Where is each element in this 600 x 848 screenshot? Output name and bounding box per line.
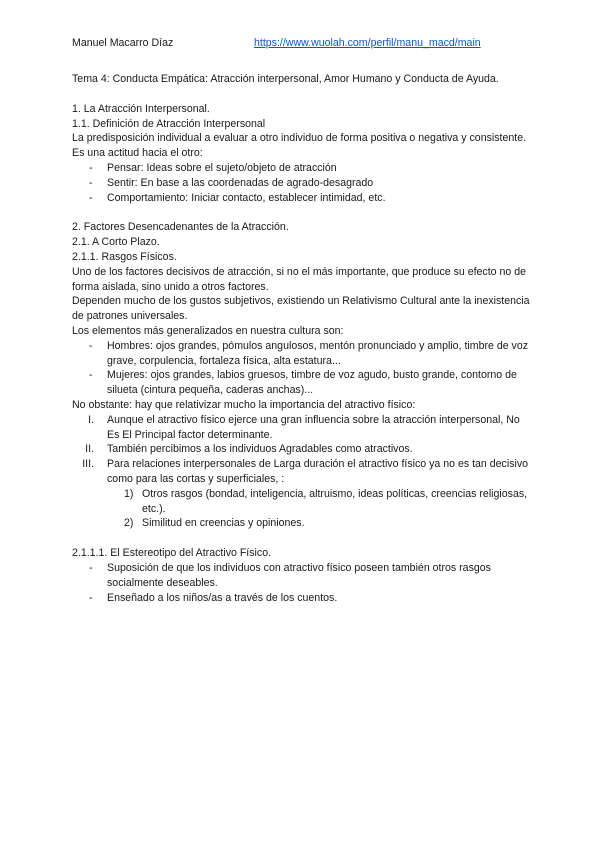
- roman-list-item: [72, 442, 532, 457]
- definition-paragraph: La predisposición individual a evaluar a otro individuo de forma positiva o negativa y consistente.: [72, 132, 527, 145]
- list-dash: -: [89, 369, 93, 382]
- section-2-1-1-1-heading: 2.1.1.1. El Estereotipo del Atractivo Físico.: [72, 547, 272, 560]
- list-item-text: Hombres: ojos grandes, pómulos angulosos, mentón pronunciado y amplio, timbre de voz grave, corpulencia, fortaleza física, alta estatura...: [107, 339, 529, 367]
- document-body: [72, 72, 532, 605]
- list-item-text: Comportamiento: Iniciar contacto, establecer intimidad, etc.: [107, 191, 386, 204]
- list-item: [72, 591, 532, 606]
- list-item: [72, 191, 532, 206]
- section-1-heading: 1. La Atracción Interpersonal.: [72, 102, 210, 115]
- roman-list-item: [72, 413, 532, 443]
- list-item-text: Aunque el atractivo físico ejerce una gran influencia sobre la atracción interpersonal, No Es El Principal factor determinante.: [107, 413, 520, 441]
- number-marker: 2): [124, 517, 134, 530]
- number-marker: 1): [124, 487, 134, 500]
- paragraph: Dependen mucho de los gustos subjetivos, existiendo un Relativismo Cultural ante la inexistencia de patrones universales.: [72, 295, 530, 323]
- list-dash: -: [89, 561, 93, 574]
- page-header: [72, 36, 532, 51]
- roman-list-item: [72, 457, 532, 487]
- attitude-paragraph: Es una actitud hacia el otro:: [72, 147, 203, 160]
- list-item-text: Suposición de que los individuos con atractivo físico poseen también otros rasgos socialmente deseables.: [107, 561, 491, 589]
- list-item-text: Para relaciones interpersonales de Larga duración el atractivo físico ya no es tan decisivo como para las cortas y superficiales, :: [107, 458, 529, 485]
- list-item: [72, 339, 532, 369]
- list-dash: -: [89, 339, 93, 352]
- list-dash: -: [89, 161, 93, 174]
- list-dash: -: [89, 176, 93, 189]
- numbered-list-item: [72, 487, 532, 517]
- list-item: [72, 561, 532, 591]
- section-2-1-1-heading: 2.1.1. Rasgos Físicos.: [72, 250, 177, 263]
- list-item-text: Similitud en creencias y opiniones.: [142, 517, 305, 530]
- doc-title: Tema 4: Conducta Empática: Atracción interpersonal, Amor Humano y Conducta de Ayuda.: [72, 73, 499, 85]
- list-item-text: Enseñado a los niños/as a través de los cuentos.: [107, 591, 338, 604]
- list-dash: -: [89, 591, 93, 604]
- list-item-text: Sentir: En base a las coordenadas de agrado-desagrado: [107, 176, 374, 189]
- list-dash: -: [89, 191, 93, 204]
- section-2-1-heading: 2.1. A Corto Plazo.: [72, 236, 160, 249]
- paragraph: Los elementos más generalizados en nuestra cultura son:: [72, 324, 344, 337]
- list-item: [72, 176, 532, 191]
- list-item-text: Mujeres: ojos grandes, labios gruesos, timbre de voz agudo, busto grande, contorno de silueta (cintura pequeña, caderas anchas)...: [107, 369, 517, 397]
- section-1-1-heading: 1.1. Definición de Atracción Interpersonal: [72, 117, 266, 130]
- list-item-text: Pensar: Ideas sobre el sujeto/objeto de atracción: [107, 161, 337, 174]
- author-name: Manuel Macarro Díaz: [72, 37, 174, 49]
- profile-link[interactable]: https://www.wuolah.com/perfil/manu_macd/main: [254, 37, 481, 49]
- list-item: [72, 161, 532, 176]
- numbered-list-item: [72, 516, 532, 531]
- list-item: [72, 368, 532, 398]
- roman-marker: I.: [88, 413, 94, 426]
- roman-marker: II.: [85, 443, 94, 456]
- list-item-text: También percibimos a los individuos Agradables como atractivos.: [107, 443, 413, 456]
- paragraph: No obstante: hay que relativizar mucho la importancia del atractivo físico:: [72, 398, 416, 411]
- paragraph: Uno de los factores decisivos de atracción, si no el más importante, que produce su efecto no de forma aislada, sino unido a otros factores.: [72, 265, 527, 293]
- list-item-text: Otros rasgos (bondad, inteligencia, altruismo, ideas políticas, creencias religiosas, etc.).: [142, 487, 528, 515]
- roman-marker: III.: [82, 458, 94, 471]
- section-2-heading: 2. Factores Desencadenantes de la Atracción.: [72, 221, 289, 234]
